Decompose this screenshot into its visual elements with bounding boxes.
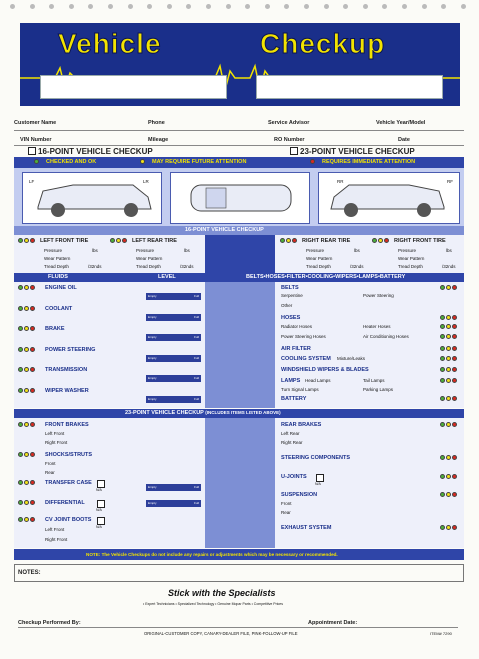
tire-wear-label: Wear Pattern: [398, 256, 425, 261]
left23-front_brakes: FRONT BRAKES: [45, 422, 89, 428]
binder-hole: [186, 4, 191, 9]
dealer-name-box[interactable]: [40, 75, 227, 99]
right23-steering: STEERING COMPONENTS: [281, 455, 351, 461]
binder-hole: [10, 4, 15, 9]
level-header: LEVEL: [158, 274, 176, 280]
fluids-header: FLUIDS: [48, 274, 68, 280]
tire-wear-label: Wear Pattern: [136, 256, 163, 261]
left23-shocks: SHOCKS/STRUTS: [45, 452, 93, 458]
fluid-name: TRANSMISSION: [45, 367, 88, 373]
belts-status-dots[interactable]: [440, 367, 458, 373]
tire-wear-label: Wear Pattern: [306, 256, 333, 261]
tire-lbs-label: lbs: [354, 248, 360, 253]
binder-holes: [0, 4, 479, 14]
tire-pressure-label: Pressure: [44, 248, 63, 253]
top-view-car-icon: [170, 172, 310, 224]
tire-nds-label: /32nds: [180, 264, 194, 269]
belts-wipers: WINDSHIELD WIPERS & BLADES: [281, 367, 369, 373]
na-checkbox[interactable]: [97, 500, 105, 508]
twentythree-header: 23-POINT VEHICLE CHECKUP (INCLUDES ITEMS LISTED ABOVE): [125, 410, 281, 416]
level-gauge[interactable]: Empty Full: [148, 501, 199, 505]
belts-tail: Tail Lamps: [363, 378, 385, 383]
belts-power_steering: Power Steering: [363, 293, 394, 298]
binder-hole: [343, 4, 348, 9]
belts-header: BELTS•HOSES•FILTER•COOLING•WIPERS•LAMPS•BATTERY: [246, 274, 406, 280]
fluid-name: ENGINE OIL: [45, 285, 77, 291]
right23-right_rear: Right Rear: [281, 440, 303, 445]
twentythree-center-column: [205, 418, 275, 548]
fluid-name: POWER STEERING: [45, 346, 96, 353]
binder-hole: [265, 4, 270, 9]
binder-hole: [461, 4, 466, 9]
binder-hole: [382, 4, 387, 9]
right23-rear_brakes: REAR BRAKES: [281, 422, 322, 428]
item-number: ITEM# 7290: [430, 631, 452, 636]
na-label: N/A: [96, 525, 102, 529]
binder-hole: [167, 4, 172, 9]
left23-left_front: Left Front: [45, 431, 65, 436]
right23-status-dots[interactable]: [440, 525, 458, 531]
belts-status-dots[interactable]: [440, 346, 458, 352]
mileage-label: Mileage: [148, 137, 169, 143]
copies-text: ORIGINAL-CUSTOMER COPY, CANARY-DEALER FILE, PINK-FOLLOW-UP FILE: [144, 631, 298, 636]
fluid-status-dots[interactable]: [18, 326, 36, 332]
binder-hole: [206, 4, 211, 9]
tire-name: LEFT REAR TIRE: [132, 238, 177, 244]
belts-turn: Turn Signal Lamps: [281, 387, 319, 392]
left23-cv: CV JOINT BOOTS: [45, 517, 92, 523]
customer-name-label: Customer Name: [14, 120, 57, 126]
belts-serpentine: Serpentine: [281, 293, 303, 298]
left23-front: Front: [45, 461, 56, 466]
belts-status-dots[interactable]: [440, 356, 458, 362]
tires-center-column: [205, 235, 275, 273]
title-banner: [20, 23, 460, 106]
sixteen-point-checkbox[interactable]: [28, 147, 36, 155]
level-gauge[interactable]: Empty Full: [148, 376, 199, 380]
fluids-center-column: [205, 282, 275, 408]
twentythree-point-checkbox[interactable]: [290, 147, 298, 155]
belts-ps_hoses: Power Steering Hoses: [281, 334, 326, 339]
tire-lbs-label: lbs: [184, 248, 190, 253]
belts-cooling: COOLING SYSTEM: [281, 356, 331, 362]
left23-status-dots[interactable]: [18, 480, 36, 486]
left-side-car-icon: [22, 172, 162, 224]
binder-hole: [422, 4, 427, 9]
tire-nds-label: /32nds: [442, 264, 456, 269]
notes-label: NOTES:: [18, 570, 41, 576]
notes-field[interactable]: [14, 564, 464, 582]
lf-label: LF: [29, 179, 35, 184]
phone-label: Phone: [148, 120, 165, 126]
legend-immediate: REQUIRES IMMEDIATE ATTENTION: [322, 159, 416, 165]
belts-air_filter: AIR FILTER: [281, 346, 311, 352]
vehicle-year-label: Vehicle Year/Model: [376, 120, 426, 126]
na-label: N/A: [96, 488, 102, 492]
belts-status-dots[interactable]: [440, 285, 458, 291]
fluid-name: WIPER WASHER: [45, 387, 89, 394]
left23-rear: Rear: [45, 470, 55, 475]
title-checkup: Checkup: [260, 28, 386, 59]
level-gauge[interactable]: Empty Full: [148, 314, 199, 319]
right-side-car-icon: [318, 172, 460, 224]
fluid-status-dots[interactable]: [18, 367, 36, 373]
tagline: • Expert Technicians • Specialized Technology • Genuine Mopar Parts • Competitive Prices: [143, 602, 283, 606]
right23-rear: Rear: [281, 510, 291, 515]
date-label: Date: [398, 137, 410, 143]
binder-hole: [128, 4, 133, 9]
tire-status-dots[interactable]: [110, 238, 128, 244]
binder-hole: [226, 4, 231, 9]
tire-tread-label: Tread Depth: [44, 264, 69, 269]
sixteen-point-option: 16-POINT VEHICLE CHECKUP: [38, 147, 153, 156]
belts-head: Head Lamps: [305, 378, 331, 383]
left23-status-dots[interactable]: [18, 422, 36, 428]
tire-name: LEFT FRONT TIRE: [40, 238, 89, 244]
tire-lbs-label: lbs: [92, 248, 98, 253]
signature-line[interactable]: [18, 627, 458, 628]
left23-differential: DIFFERENTIAL: [45, 500, 85, 506]
slogan: Stick with the Specialists: [168, 588, 276, 598]
appointment-date-label: Appointment Date:: [308, 620, 358, 626]
future-dot-icon: [140, 159, 146, 165]
legend-ok: CHECKED AND OK: [46, 159, 97, 165]
belts-mixture: Mixture/Leaks: [337, 356, 366, 361]
belts-battery: BATTERY: [281, 396, 307, 402]
tire-nds-label: /32nds: [88, 264, 102, 269]
hoses-status-dots[interactable]: [440, 334, 458, 340]
binder-hole: [284, 4, 289, 9]
tire-status-dots[interactable]: [280, 238, 298, 244]
belts-belts: BELTS: [281, 285, 299, 291]
info-line-1[interactable]: [14, 130, 464, 131]
lr-label: LR: [143, 179, 149, 184]
tire-wear-label: Wear Pattern: [44, 256, 71, 261]
tire-pressure-label: Pressure: [306, 248, 325, 253]
tire-name: RIGHT REAR TIRE: [302, 238, 351, 244]
binder-hole: [441, 4, 446, 9]
immediate-dot-icon: [310, 159, 316, 165]
left23-transfer: TRANSFER CASE: [45, 480, 92, 486]
tire-tread-label: Tread Depth: [306, 264, 331, 269]
binder-hole: [30, 4, 35, 9]
binder-hole: [324, 4, 329, 9]
right23-suspension: SUSPENSION: [281, 492, 318, 498]
level-gauge[interactable]: Empty Full: [148, 355, 199, 360]
service-advisor-label: Service Advisor: [268, 120, 310, 126]
level-gauge[interactable]: Empty Full: [148, 335, 199, 339]
belts-status-dots[interactable]: [440, 396, 458, 402]
tire-tread-label: Tread Depth: [398, 264, 423, 269]
na-label: N/A: [96, 508, 102, 512]
left23-left_front: Left Front: [45, 527, 65, 532]
rr-label: RR: [337, 179, 344, 184]
na-checkbox[interactable]: [97, 517, 105, 525]
right23-left_rear: Left Rear: [281, 431, 300, 436]
level-gauge[interactable]: Empty Full: [148, 294, 199, 298]
belts-status-dots[interactable]: [440, 315, 458, 321]
right23-front: Front: [281, 501, 292, 506]
right23-exhaust: EXHAUST SYSTEM: [281, 525, 332, 531]
right23-status-dots[interactable]: [440, 422, 458, 428]
sixteen-point-header: 16-POINT VEHICLE CHECKUP: [185, 227, 264, 233]
tire-nds-label: /32nds: [350, 264, 364, 269]
right23-status-dots[interactable]: [440, 474, 458, 480]
performed-by-label: Checkup Performed By:: [18, 620, 81, 626]
belts-lamps: LAMPS: [281, 378, 301, 384]
binder-hole: [147, 4, 152, 9]
ro-number-label: RO Number: [274, 137, 305, 143]
belts-radiator: Radiator Hoses: [281, 324, 313, 329]
vin-label: VIN Number: [20, 137, 52, 143]
fluid-status-dots[interactable]: [18, 285, 36, 291]
dealer-info-box[interactable]: [256, 75, 443, 99]
fluid-name: COOLANT: [45, 305, 73, 312]
binder-hole: [402, 4, 407, 9]
level-gauge[interactable]: Empty Full: [148, 485, 199, 489]
belts-other: Other: [281, 303, 293, 308]
left23-right_front: Right Front: [45, 440, 68, 445]
title-vehicle: Vehicle: [58, 28, 162, 59]
binder-hole: [304, 4, 309, 9]
fluid-status-dots[interactable]: [18, 388, 36, 394]
legend-future: MAY REQUIRE FUTURE ATTENTION: [152, 159, 247, 165]
left23-status-dots[interactable]: [18, 500, 36, 506]
ok-dot-icon: [34, 159, 40, 165]
twentythree-point-option: 23-POINT VEHICLE CHECKUP: [300, 147, 415, 156]
right23-status-dots[interactable]: [440, 492, 458, 498]
binder-hole: [363, 4, 368, 9]
fluid-status-dots[interactable]: [18, 347, 36, 353]
left23-status-dots[interactable]: [18, 452, 36, 458]
tire-status-dots[interactable]: [18, 238, 36, 244]
right23-status-dots[interactable]: [440, 455, 458, 461]
belts-hoses: HOSES: [281, 315, 301, 321]
note-text: NOTE: The Vehicle Checkups do not include any repairs or adjustments which may be necessary or recommended.: [86, 552, 338, 557]
tire-tread-label: Tread Depth: [136, 264, 161, 269]
na-checkbox[interactable]: [97, 480, 105, 488]
ujoints-na-checkbox[interactable]: [316, 474, 324, 482]
level-gauge[interactable]: Empty Full: [148, 396, 199, 401]
belts-parking: Parking Lamps: [363, 387, 394, 392]
binder-hole: [49, 4, 54, 9]
belts-ac_hoses: Air Conditioning Hoses: [363, 334, 409, 339]
left23-right_front: Right Front: [45, 537, 68, 542]
fluid-name: BRAKE: [45, 326, 65, 332]
belts-status-dots[interactable]: [440, 378, 458, 384]
binder-hole: [245, 4, 250, 9]
binder-hole: [69, 4, 74, 9]
right23-ujoints: U-JOINTS: [281, 474, 307, 480]
rf-label: RF: [447, 179, 453, 184]
belts-heater: Heater Hoses: [363, 324, 391, 329]
fluid-status-dots[interactable]: [18, 306, 36, 312]
tire-pressure-label: Pressure: [136, 248, 155, 253]
left23-status-dots[interactable]: [18, 517, 36, 523]
binder-hole: [108, 4, 113, 9]
tire-name: RIGHT FRONT TIRE: [394, 238, 446, 244]
binder-hole: [88, 4, 93, 9]
tire-pressure-label: Pressure: [398, 248, 417, 253]
tire-status-dots[interactable]: [372, 238, 390, 244]
ujoints-na-label: N/A: [315, 482, 321, 486]
hoses-status-dots[interactable]: [440, 324, 458, 330]
tire-lbs-label: lbs: [446, 248, 452, 253]
info-line-2[interactable]: [14, 145, 464, 146]
